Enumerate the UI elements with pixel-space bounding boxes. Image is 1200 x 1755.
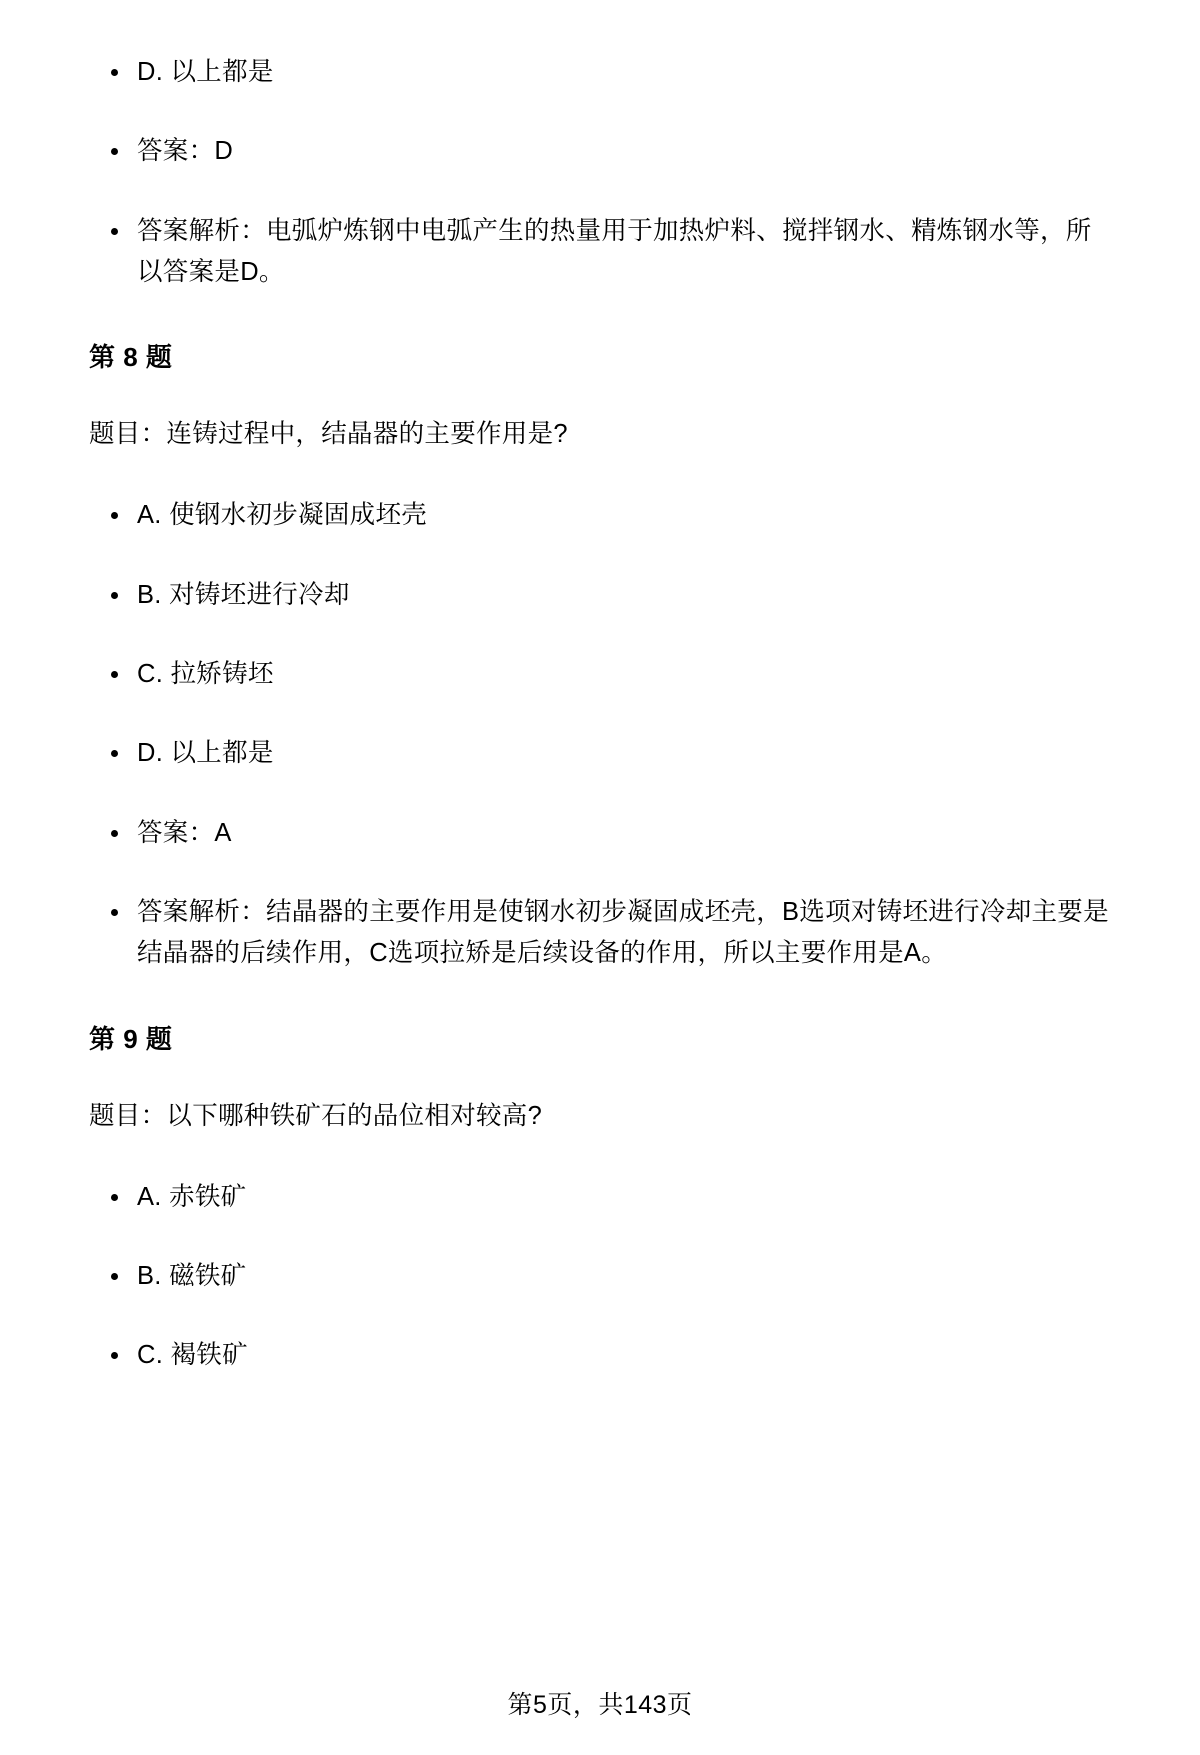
list-item: 答案：A (89, 813, 1111, 854)
list-item: B. 磁铁矿 (89, 1256, 1111, 1297)
question-stem: 题目：连铸过程中，结晶器的主要作用是? (89, 420, 568, 449)
list-item: D. 以上都是 (89, 733, 1111, 774)
list-item: 答案解析：结晶器的主要作用是使钢水初步凝固成坯壳，B选项对铸坯进行冷却主要是结晶器的后续作用，C选项拉矫是后续设备的作用，所以主要作用是A。 (89, 892, 1111, 975)
list-item: 答案解析：电弧炉炼钢中电弧产生的热量用于加热炉料、搅拌钢水、精炼钢水等，所以答案是D。 (89, 211, 1111, 294)
question-stem: 题目：以下哪种铁矿石的品位相对较高? (89, 1101, 543, 1130)
list-item: C. 褐铁矿 (89, 1335, 1111, 1376)
question-heading: 第 8 题 (89, 342, 173, 373)
list-item: A. 使钢水初步凝固成坯壳 (89, 495, 1111, 536)
page-footer: 第5页，共143页 (507, 1691, 693, 1719)
page-content (89, 52, 1111, 1377)
question-block-8 (89, 337, 1111, 974)
list-item: D. 以上都是 (89, 52, 1111, 93)
continued-option-list (89, 52, 1111, 293)
list-item: A. 赤铁矿 (89, 1177, 1111, 1218)
list-item: 答案：D (89, 131, 1111, 172)
list-item: C. 拉矫铸坯 (89, 654, 1111, 695)
option-list (89, 1177, 1111, 1377)
question-block-9 (89, 1019, 1111, 1377)
option-list (89, 495, 1111, 974)
question-heading: 第 9 题 (89, 1023, 173, 1054)
list-item: B. 对铸坯进行冷却 (89, 575, 1111, 616)
continued-question-block (89, 52, 1111, 293)
